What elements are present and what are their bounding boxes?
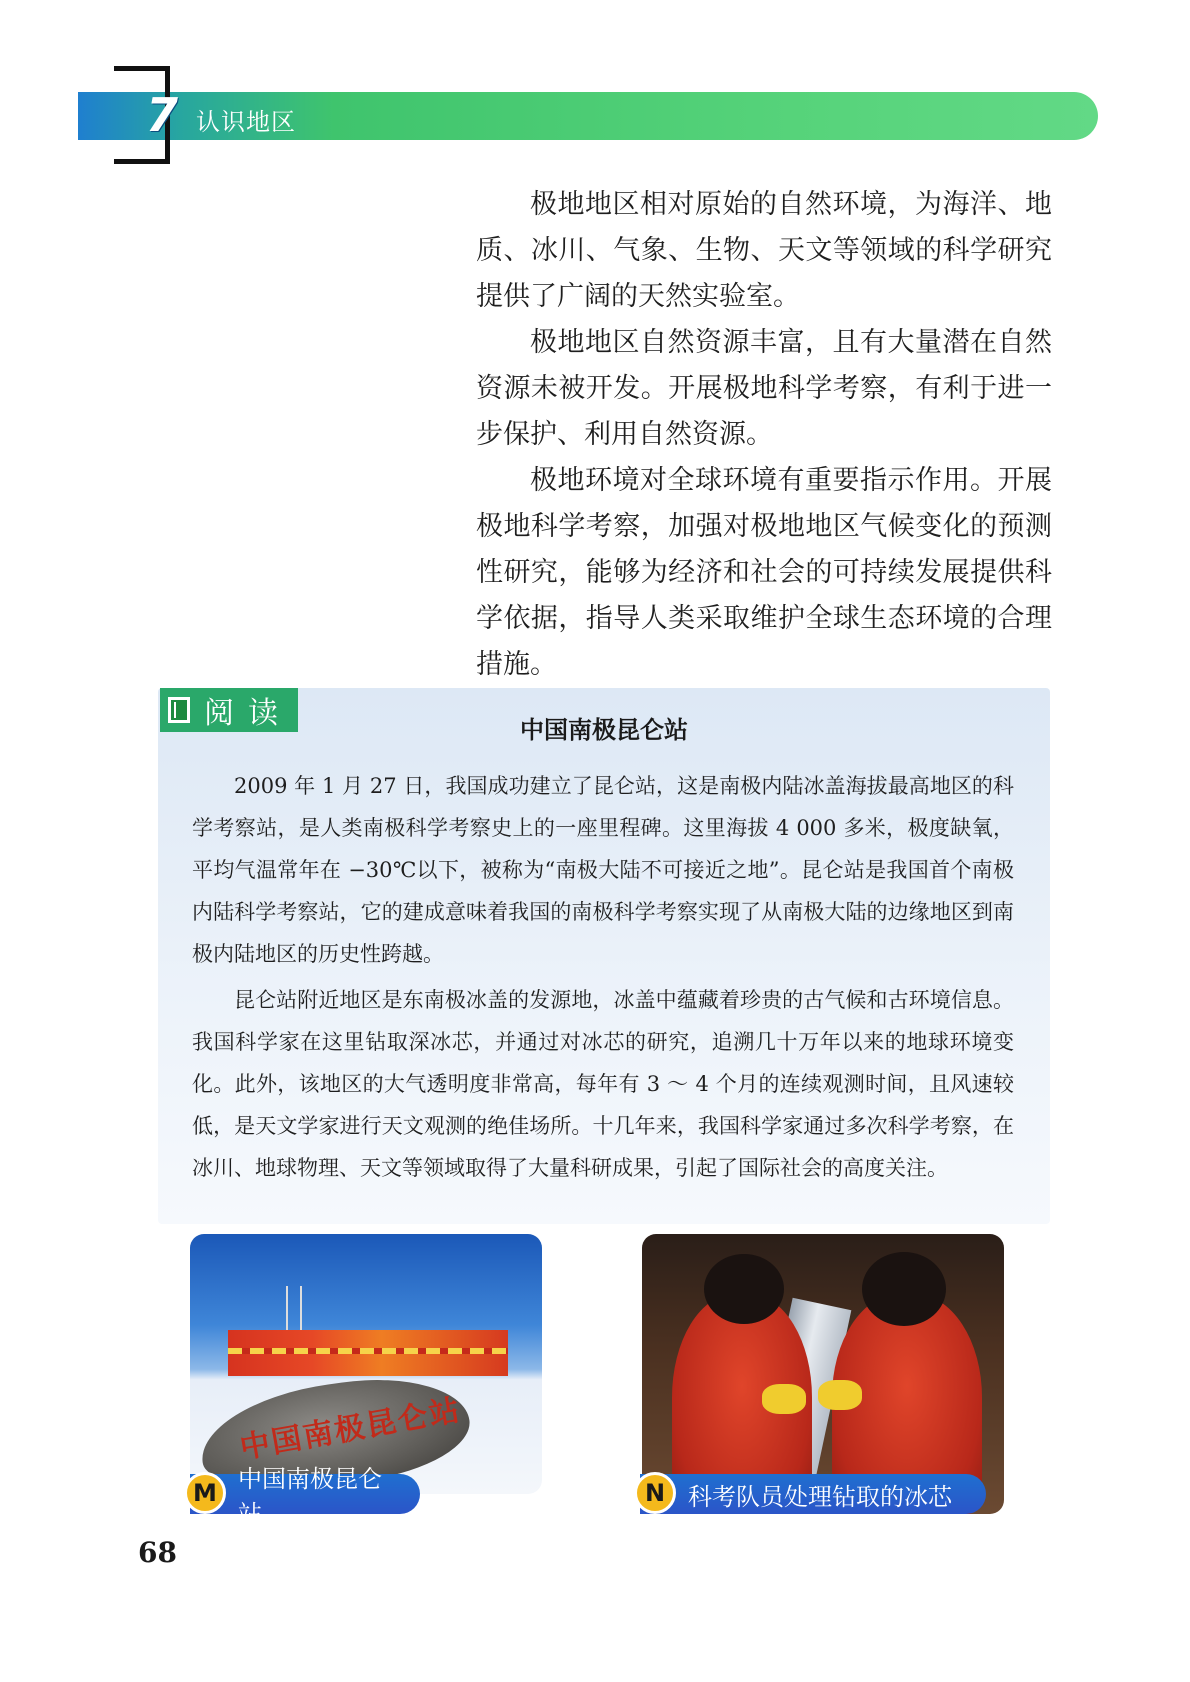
reading-title: 中国南极昆仑站: [520, 716, 688, 744]
researcher-left-hood: [704, 1254, 784, 1324]
figure-badge: N: [634, 1472, 676, 1514]
researcher-right-hood: [862, 1252, 946, 1326]
kunlun-station-photo: [190, 1234, 542, 1494]
chapter-title: 认识地区: [196, 108, 296, 136]
figure-caption-n: [640, 1474, 986, 1514]
ice-core-photo: [642, 1234, 1004, 1514]
figure-badge: M: [184, 1472, 226, 1514]
flag-pole: [286, 1286, 288, 1332]
flag-pole: [300, 1286, 302, 1332]
glove: [818, 1380, 862, 1410]
reading-text: [192, 765, 1014, 1189]
page-number: 68: [138, 1536, 177, 1569]
rock-inscription: 中国南极昆仑站: [237, 1392, 464, 1467]
chapter-number: 7: [146, 88, 179, 142]
glove: [762, 1384, 806, 1414]
reading-tag-label: 阅读: [204, 696, 292, 731]
main-paragraph: 极地地区自然资源丰富，且有大量潜在自然资源未被开发。开展极地科学考察，有利于进一步保护、利用自然资源。: [476, 327, 1052, 450]
station-building: [228, 1330, 508, 1376]
figure-caption-m: [190, 1465, 420, 1528]
figure-caption-text: 科考队员处理钻取的冰芯: [688, 1482, 952, 1511]
main-paragraph: 极地地区相对原始的自然环境，为海洋、地质、冰川、气象、生物、天文等领域的科学研究提供了广阔的天然实验室。: [476, 189, 1052, 312]
figure-caption-text: 中国南极昆仑站: [238, 1465, 382, 1528]
reading-paragraph: 2009 年 1 月 27 日，我国成功建立了昆仑站，这是南极内陆冰盖海拔最高地区的科学考察站，是人类南极科学考察史上的一座里程碑。这里海拔 4 000 多米，极度缺氧，平均气温常年在 −30℃以下，被称为“南极大陆不可接近之地”。昆仑站是我国首个南极内陆科学考察站，它的建成意味着我国的南极科学考察实现了从南极大陆的边缘地区到南极内陆地区的历史性跨越。: [192, 774, 1014, 966]
main-text: [476, 182, 1052, 688]
main-paragraph: 极地环境对全球环境有重要指示作用。开展极地科学考察，加强对极地地区气候变化的预测性研究，能够为经济和社会的可持续发展提供科学依据，指导人类采取维护全球生态环境的合理措施。: [476, 465, 1052, 680]
reading-paragraph: 昆仑站附近地区是东南极冰盖的发源地，冰盖中蕴藏着珍贵的古气候和古环境信息。我国科学家在这里钻取深冰芯，并通过对冰芯的研究，追溯几十万年以来的地球环境变化。此外，该地区的大气透明度非常高，每年有 3 ～ 4 个月的连续观测时间，且风速较低，是天文学家进行天文观测的绝佳场所。十几年来，我国科学家通过多次科学考察，在冰川、地球物理、天文等领域取得了大量科研成果，引起了国际社会的高度关注。: [192, 988, 1014, 1180]
